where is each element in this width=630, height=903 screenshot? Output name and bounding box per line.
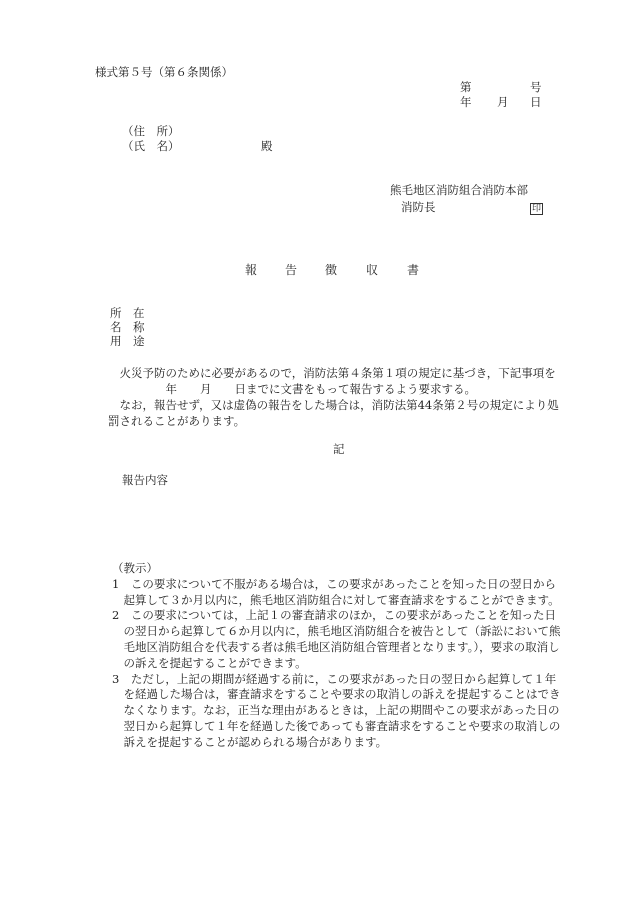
- notice-line: 毛地区消防組合を代表する者は熊毛地区消防組合管理者となります。），要求の取消し: [112, 639, 560, 654]
- notice-line: 翌日から起算して１年を経過した後であっても審査請求をすることや要求の取消しの: [112, 718, 561, 733]
- notice-section: [112, 561, 562, 751]
- doc-number-prefix: 第: [460, 80, 472, 94]
- title-char: 告: [285, 263, 298, 277]
- report-content-label: 報告内容: [122, 473, 168, 487]
- seal-icon: 印: [532, 204, 542, 214]
- seal-mark: [530, 200, 543, 215]
- notice-line: 2 この要求については，上記１の審査請求のほか，この要求があったことを知った日: [112, 608, 556, 623]
- date-day: 日: [530, 95, 542, 109]
- date-year: 年: [460, 95, 472, 109]
- doc-number-suffix: 号: [530, 80, 542, 94]
- date-month: 月: [497, 95, 509, 109]
- title-char: 徴: [325, 263, 338, 277]
- notice-line: を経過した場合は，審査請求をすることや要求の取消しの訴えを提起することはでき: [112, 687, 561, 702]
- field-location: 所 在: [110, 306, 145, 320]
- notice-line: 3 ただし，上記の期間が経過する前に，この要求があった日の翌日から起算して１年: [112, 671, 557, 686]
- title-char: 書: [407, 263, 420, 277]
- issuer-title: 消防長: [401, 200, 436, 214]
- body-line: 火災予防のために必要があるので，消防法第４条第１項の規定に基づき，下記事項を: [108, 366, 556, 380]
- issuer-organization: 熊毛地区消防組合消防本部: [390, 183, 528, 197]
- recipient-honorific: 殿: [261, 139, 273, 153]
- title-char: 報: [245, 263, 258, 277]
- recipient-address-label: （住 所）: [122, 124, 180, 138]
- field-name: 名 称: [110, 320, 145, 334]
- notice-line: 起算して３か月以内に，熊毛地区消防組合に対して審査請求をすることができます。: [112, 592, 560, 607]
- request-paragraph: [108, 365, 559, 429]
- notice-heading: （教示）: [112, 561, 158, 575]
- body-line: なお，報告せず，又は虚偽の報告をした場合は，消防法第44条第２号の規定により処: [108, 398, 559, 412]
- field-use: 用 途: [110, 334, 145, 348]
- form-label: 様式第５号（第６条関係）: [95, 65, 233, 79]
- title-char: 収: [366, 263, 379, 277]
- notice-line: なくなります。なお，正当な理由があるときは，上記の期間やこの要求があった日の: [112, 703, 560, 718]
- notice-line: 1 この要求について不服がある場合は，この要求があったことを知った日の翌日から: [112, 576, 556, 591]
- notice-line: 訴えを提起することが認められる場合があります。: [112, 734, 388, 749]
- notice-line: の翌日から起算して６か月以内に，熊毛地区消防組合を被告として（訴訟において熊: [112, 624, 561, 639]
- ki-heading: 記: [333, 442, 345, 456]
- body-line: 年 月 日までに文書をもって報告するよう要求する。: [108, 382, 476, 396]
- notice-line: の訴えを提起することができます。: [112, 655, 307, 670]
- body-line: 罰されることがあります。: [108, 414, 246, 428]
- recipient-name-label: （氏 名）: [122, 139, 180, 153]
